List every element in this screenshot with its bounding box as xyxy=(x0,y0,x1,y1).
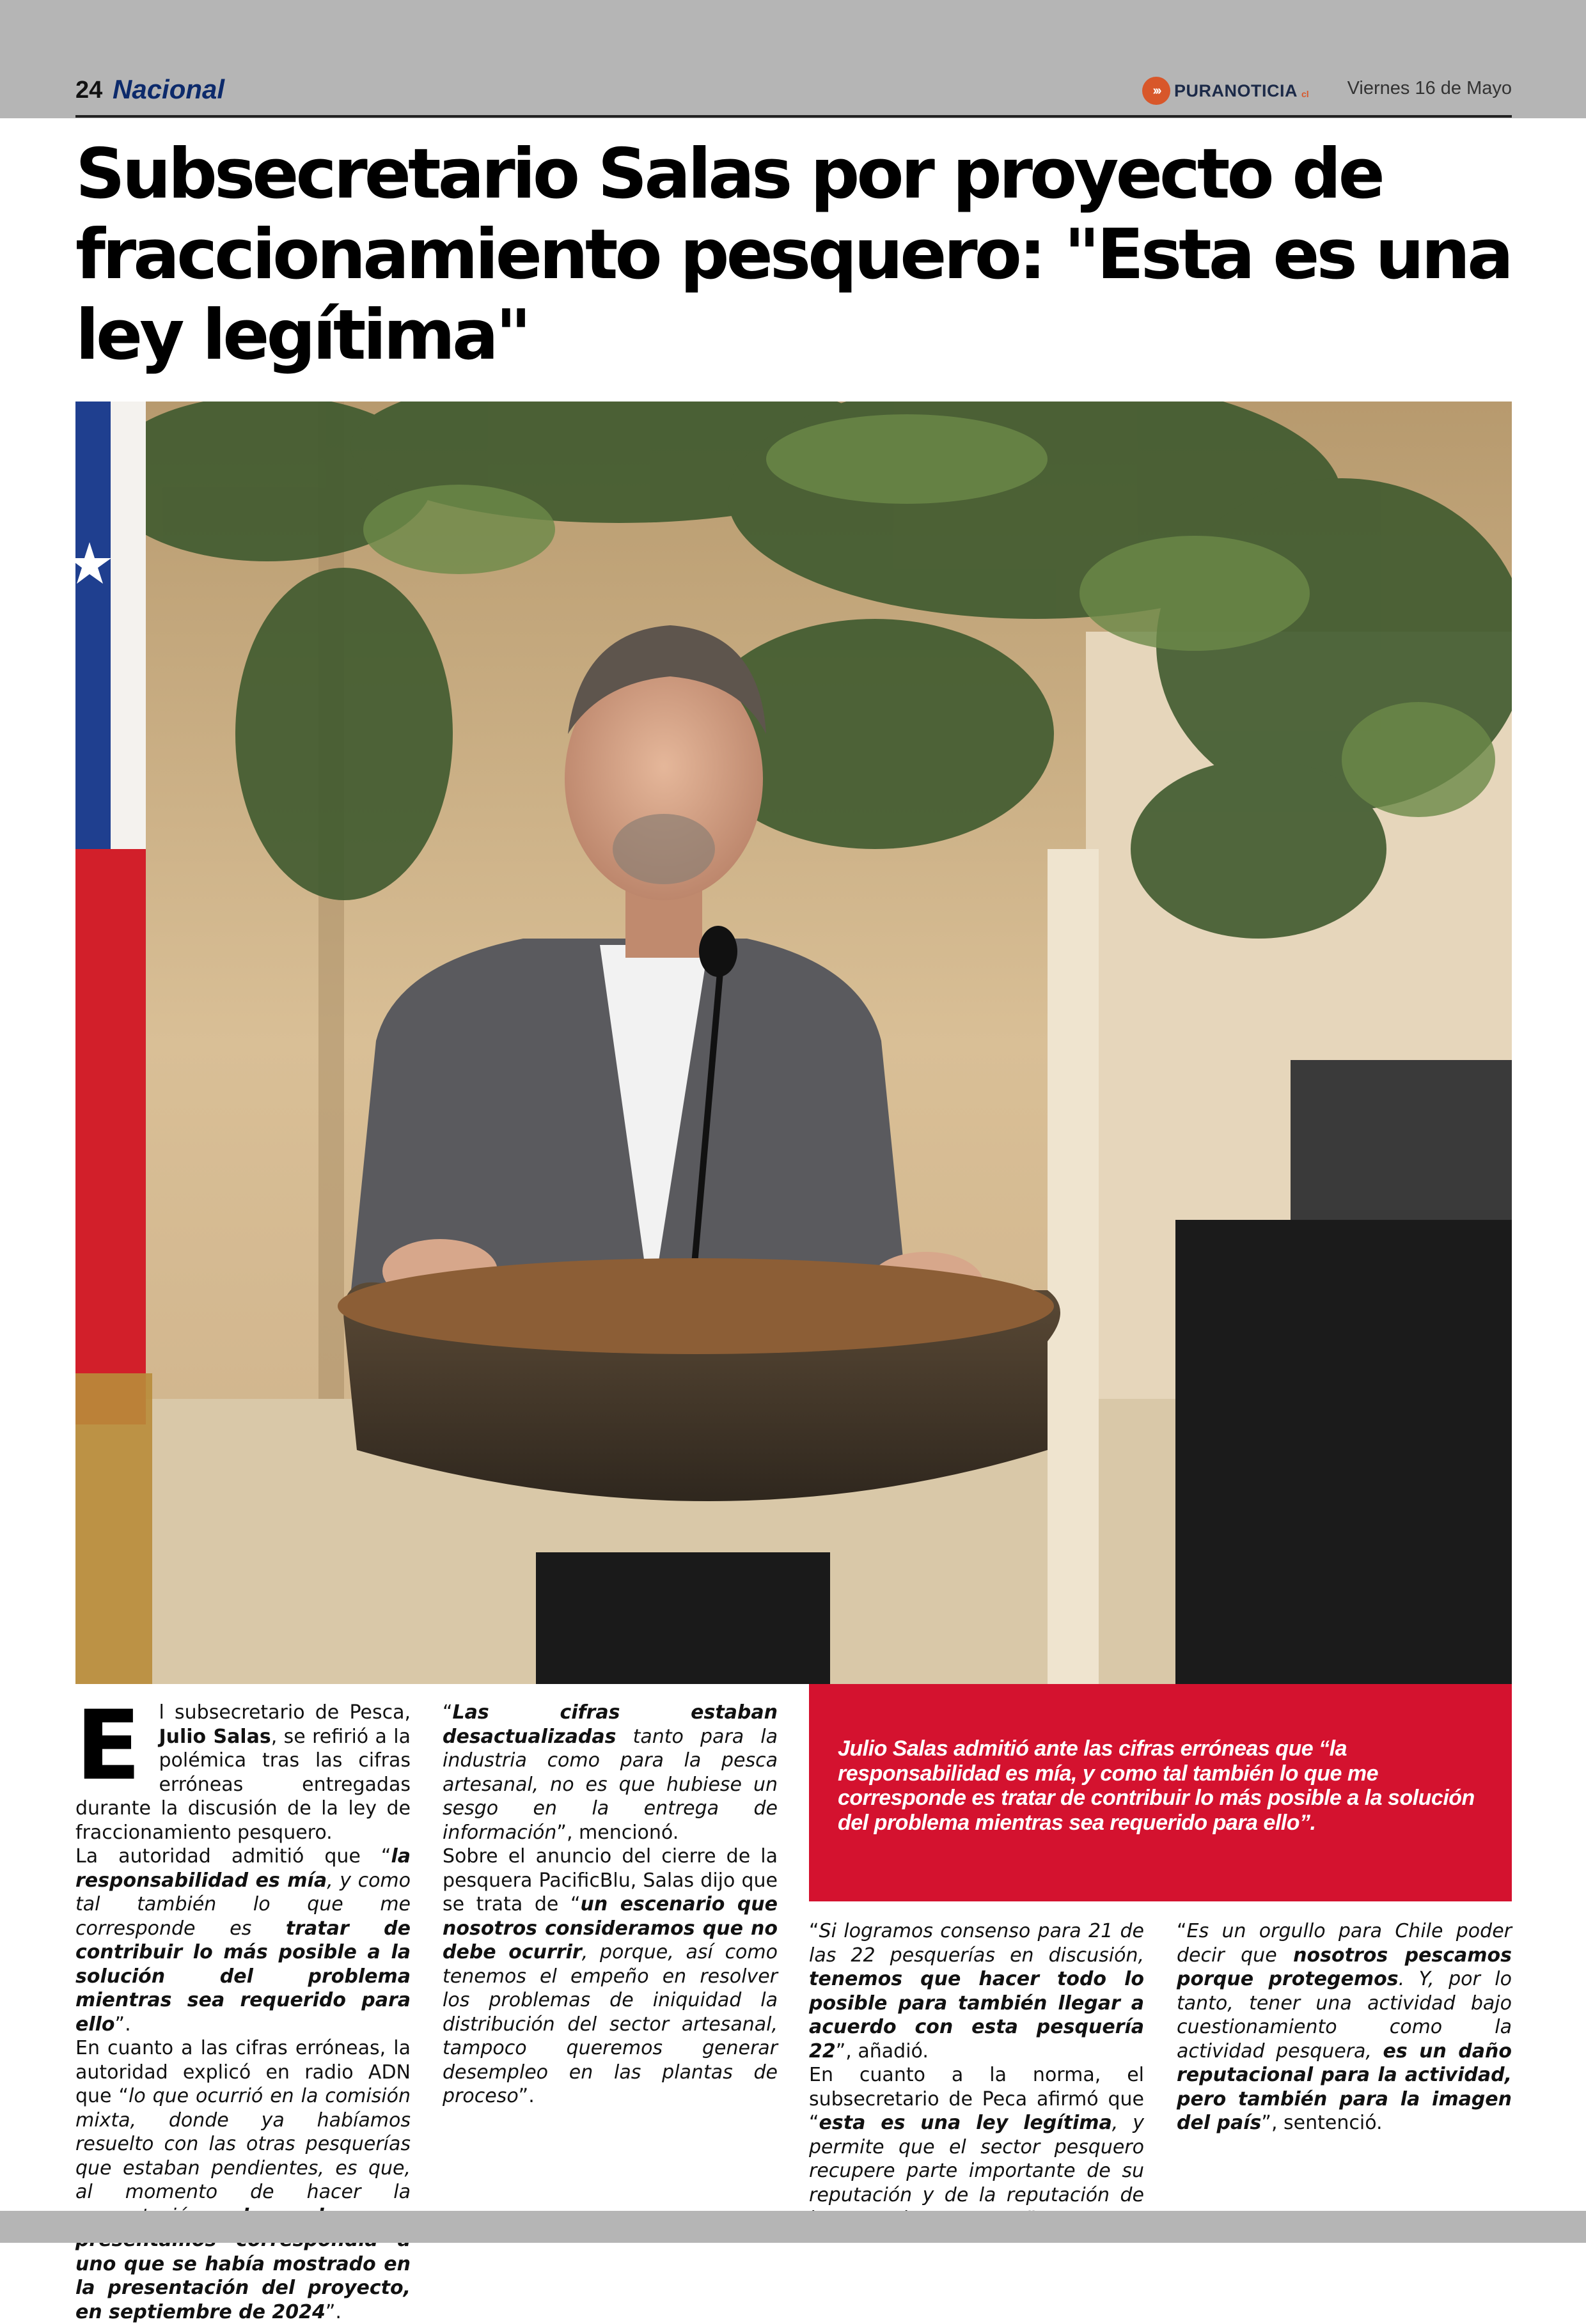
paragraph-5 xyxy=(443,1844,778,2109)
text-run: esta es una ley legítima xyxy=(819,2112,1112,2134)
text-run: ”, añadió. xyxy=(835,2039,929,2063)
paragraph-7 xyxy=(809,2063,1144,2231)
paragraph-2 xyxy=(75,1844,411,2036)
text-run: es un daño reputacional para la actividad, pero también para la imagen del país xyxy=(1177,2039,1512,2134)
pull-quote-text: Julio Salas admitió ante las cifras erróneas que “la responsabilidad es mía, y como tal también lo que me corresponde es tratar de contribuir lo más posible a la solución del problema mientras sea requerido para ello”. xyxy=(838,1736,1475,1835)
paragraph-4 xyxy=(443,1701,778,1844)
article-column-2 xyxy=(443,1701,778,2109)
text-run: , y como tal también lo que me corresponde es xyxy=(75,1869,411,1940)
issue-date: Viernes 16 de Mayo xyxy=(1347,78,1512,98)
text-run: uno que se había mostrado en la presentación del proyecto, en septiembre de 2024 xyxy=(75,2252,411,2323)
text-run: tanto para la industria como para la pesca artesanal, no es que hubiese un sesgo en la entrega de información xyxy=(443,1725,778,1844)
text-run: , porque, así como tenemos el empeño en resolver los problemas de iniquidad la distribución del sector artesanal, tampoco queremos generar desempleo en las plantas de proceso xyxy=(443,1941,778,2107)
paragraph-3 xyxy=(75,2036,411,2324)
text-run: tratar de contribuir lo más posible a la solución del problema mientras sea requerido para ello xyxy=(75,1917,411,2036)
text-run: ”, sentenció. xyxy=(1261,2112,1383,2134)
article-column-3 xyxy=(809,1919,1144,2231)
text-run: ”, mencionó. xyxy=(556,1821,679,1844)
article-column-4 xyxy=(1177,1919,1512,2135)
page-number: 24 xyxy=(75,77,103,104)
text-run: , y permite que el sector pesquero recupere parte importante de su reputación y de la reputación de xyxy=(809,2112,1144,2206)
logo-text: PURANOTICIA xyxy=(1174,81,1298,100)
text-run: ”. xyxy=(518,2085,535,2107)
text-run: ”. xyxy=(325,2300,342,2323)
paragraph-6 xyxy=(809,1919,1144,2063)
text-run: nosotros pescamos porque protegemos xyxy=(1177,1944,1512,1990)
paragraph-8 xyxy=(1177,1919,1512,2135)
text-run: , se refirió a la polémica tras las cifras erróneas entregadas durante la discusión de la ley de fraccionamiento pesquero. xyxy=(75,1725,411,1844)
drop-cap: E xyxy=(75,1690,141,1802)
text-run: En cuanto a la norma, el subsecretario de Peca afirmó que “ xyxy=(809,2064,1144,2134)
article-photo xyxy=(75,402,1512,1684)
chevrons-logo-icon: ››› xyxy=(1142,77,1170,105)
text-run: . Y, por lo tanto, tener una actividad bajo cuestionamiento como la actividad pesquera, xyxy=(1177,1968,1512,2063)
text-run: En cuanto a las cifras erróneas, la autoridad explicó en radio ADN que “ xyxy=(75,2037,411,2107)
logo-suffix: cl xyxy=(1301,89,1309,99)
text-run: l subsecretario de Pesca, xyxy=(159,1701,411,1724)
text-run: Julio Salas xyxy=(159,1725,271,1748)
text-run: la responsabilidad es mía xyxy=(75,1845,411,1892)
text-run: tenemos que hacer todo lo posible para también llegar a acuerdo con esta pesquería 22 xyxy=(809,1968,1144,2063)
headline: Subsecretario Salas por proyecto de fraccionamiento pesquero: "Esta es una ley legítima" xyxy=(75,134,1511,375)
text-run: un escenario que nosotros consideramos que no debe ocurrir xyxy=(443,1893,778,1963)
section-name: Nacional xyxy=(113,74,225,104)
bottom-gray-band xyxy=(0,2211,1586,2243)
text-run: Sobre el anuncio del cierre de la pesquera PacificBlu, Salas dijo que se trata de “ xyxy=(443,1845,778,1915)
pull-quote-box xyxy=(809,1684,1512,1901)
puranoticia-logo[interactable] xyxy=(1142,75,1309,106)
text-run: La autoridad admitió que “ xyxy=(75,1845,391,1868)
text-run: ”. xyxy=(114,2013,131,2036)
text-run: “ xyxy=(1177,1920,1187,1942)
speaker-at-podium-image xyxy=(75,402,1512,1684)
text-run: Si logramos consenso para 21 de las 22 pesquerías en discusión, xyxy=(809,1920,1144,1967)
text-run: “ xyxy=(809,1920,819,1942)
page-header xyxy=(75,70,1512,118)
text-run: Las cifras estaban desactualizadas xyxy=(443,1701,778,1748)
text-run: lo que ocurrió en la comisión mixta, donde ya habíamos resuelto con las otras pesquerías que estaban pendientes, es que, al momento de hacer la xyxy=(75,2085,411,2203)
text-run: Es un orgullo para Chile poder decir que xyxy=(1177,1920,1512,1967)
text-run: “ xyxy=(443,1701,453,1724)
